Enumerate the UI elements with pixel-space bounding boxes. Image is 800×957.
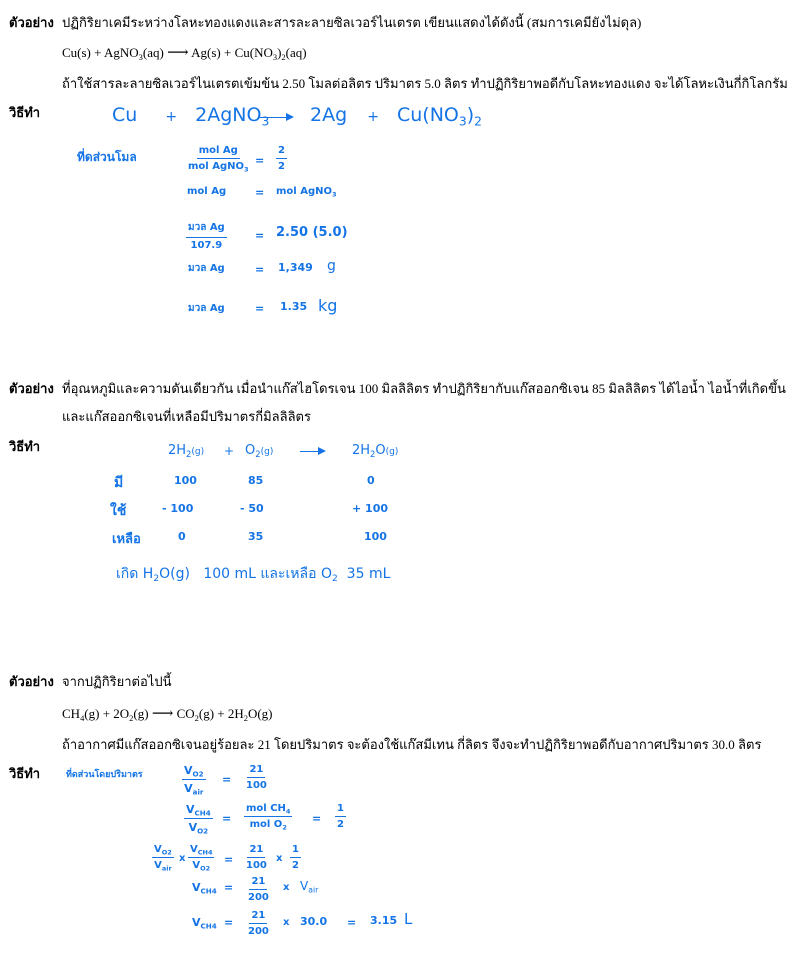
reaction-arrow-icon (300, 451, 324, 452)
question-text: ปฏิกิริยาเคมีระหว่างโลหะทองแดงและสารละลายซิลเวอร์ไนเตรต เขียนแสดงได้ดังนี้ (สมการเคมียังไม่ดุล) (62, 15, 642, 30)
question-text: และแก๊สออกซิเจนที่เหลือมีปริมาตรกี่มิลลิลิตร (62, 409, 311, 424)
example-label: ตัวอย่าง (9, 674, 54, 689)
ratio-fraction: $\frac{2}{2}$ (278, 145, 285, 172)
volume-ratio-label: ที่ดส่วนโดยปริมาตร (66, 770, 143, 780)
ratio-fraction: mol Ag mol AgNO$_3$ (188, 145, 249, 174)
reaction-arrow-icon (258, 117, 292, 118)
mole-ratio-label: ที่ดส่วนโมล (77, 150, 137, 164)
reaction-arrow-icon: ⟶ (151, 706, 174, 722)
question-text: จากปฏิกิริยาต่อไปนี้ (62, 674, 172, 689)
row-label: มี (114, 475, 124, 491)
question-text: ถ้าใช้สารละลายซิลเวอร์ไนเตรตเข้มข้น 2.50 โมลต่อลิตร ปริมาตร 5.0 ลิตร ทำปฏิกิริยาพอดีกับโลหะทองแดง จะได้โลหะเงินกี่กิโลกรัม (62, 76, 788, 91)
row-label: ใช้ (110, 503, 127, 519)
conclusion: เกิด $H_2O(g)$ 100 mL และเหลือ $O_2$ 35 mL (116, 566, 391, 585)
reaction-arrow-icon: ⟶ (167, 45, 189, 61)
row-label: เหลือ (112, 532, 141, 547)
hw-equation: Cu + 2AgNO$_3$ (112, 104, 270, 129)
chemical-equation: Cu(s) + AgNO$_3$(aq) ⟶ $Ag(s) + Cu(NO_3)_2(aq)$ (62, 45, 307, 62)
solution-label: วิธีทำ (9, 439, 41, 454)
question-text: ที่อุณหภูมิและความดันเดียวกัน เมื่อนำแก๊สไฮโดรเจน 100 มิลลิลิตร ทำปฏิกิริยากับแก๊สออกซิเจน 85 มิลลิลิตร ได้ไอน้ำ ไอน้ำที่เกิดขึ้น (62, 381, 786, 396)
mass-fraction: มวล Ag 107.9 (188, 222, 225, 251)
solution-label: วิธีทำ (9, 105, 41, 120)
example-label: ตัวอย่าง (9, 381, 54, 396)
chemical-equation: $CH_4(g) + 2O_2(g)$ ⟶ $CO_2(g) + 2H_2O(g)$ (62, 706, 273, 723)
question-text: ถ้าอากาศมีแก๊สออกซิเจนอยู่ร้อยละ 21 โดยปริมาตร จะต้องใช้แก๊สมีเทน กี่ลิตร จึงจะทำปฏิกิริยาพอดีกับอากาศปริมาตร 30.0 ลิตร (62, 737, 762, 752)
solution-label: วิธีทำ (9, 766, 41, 781)
example-label: ตัวอย่าง (9, 15, 54, 30)
